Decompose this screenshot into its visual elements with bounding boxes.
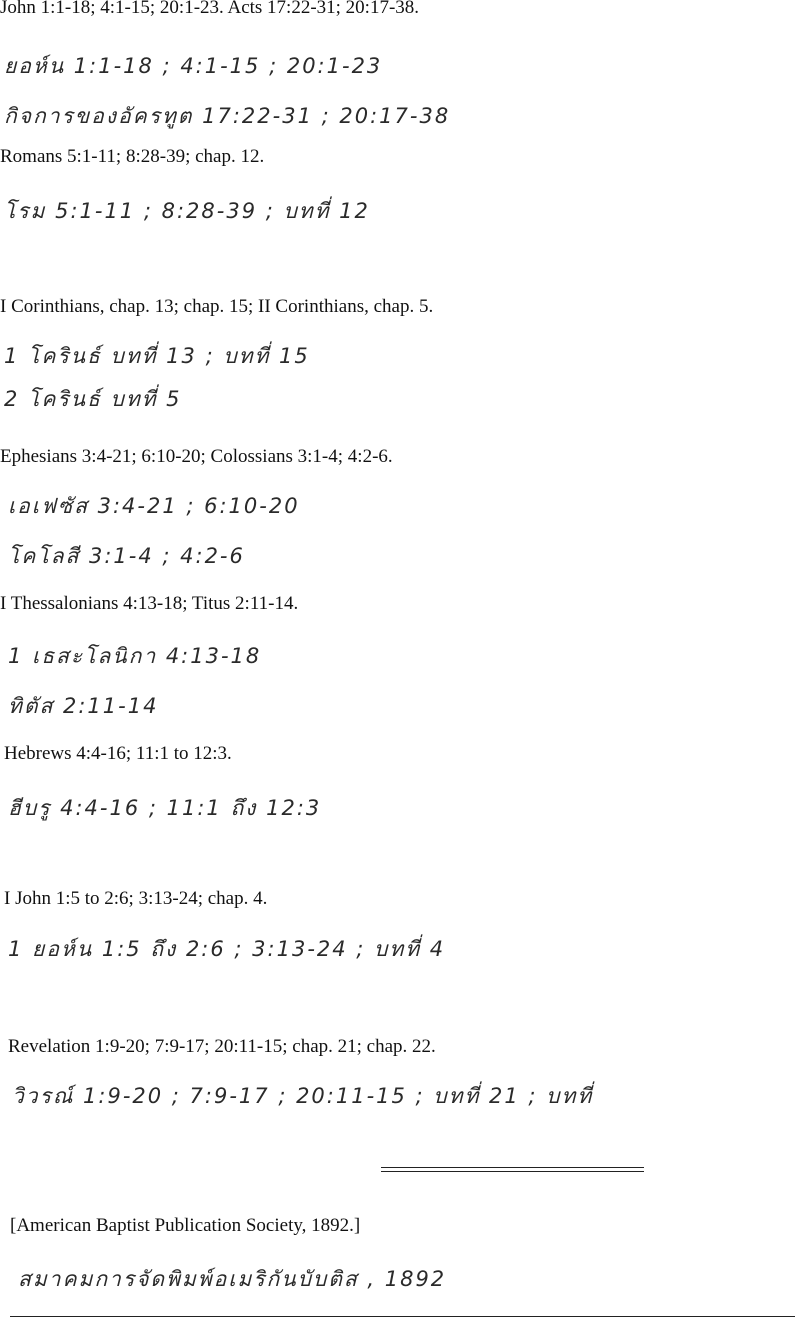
printed-reference-ephesians-colossians: Ephesians 3:4-21; 6:10-20; Colossians 3:1-4; 4:2-6. (0, 446, 393, 467)
printed-publisher-line: [American Baptist Publication Society, 1892.] (10, 1215, 361, 1236)
handwritten-thai-1-corinthians: 1 โครินธ์ บทที่ 13 ; บทที่ 15 (4, 344, 310, 368)
printed-reference-corinthians: I Corinthians, chap. 13; chap. 15; II Corinthians, chap. 5. (0, 296, 434, 317)
handwritten-thai-romans: โรม 5:1-11 ; 8:28-39 ; บทที่ 12 (4, 199, 370, 223)
handwritten-thai-publisher-line: สมาคมการจัดพิมพ์อเมริกันบับติส , 1892 (18, 1267, 447, 1291)
printed-reference-john-acts: John 1:1-18; 4:1-15; 20:1-23. Acts 17:22-31; 20:17-38. (0, 0, 420, 18)
bottom-rule (10, 1316, 795, 1317)
printed-reference-hebrews: Hebrews 4:4-16; 11:1 to 12:3. (4, 743, 232, 764)
handwritten-thai-thessalonians: 1 เธสะโลนิกา 4:13-18 (8, 644, 262, 668)
printed-reference-1-john: I John 1:5 to 2:6; 3:13-24; chap. 4. (4, 888, 268, 909)
double-rule-divider (381, 1167, 644, 1172)
handwritten-thai-colossians: โคโลสี 3:1-4 ; 4:2-6 (8, 544, 245, 568)
printed-reference-romans: Romans 5:1-11; 8:28-39; chap. 12. (0, 146, 265, 167)
handwritten-thai-revelation: วิวรณ์ 1:9-20 ; 7:9-17 ; 20:11-15 ; บทที่ 21 ; บทที่ (12, 1084, 594, 1108)
printed-reference-revelation: Revelation 1:9-20; 7:9-17; 20:11-15; chap. 21; chap. 22. (8, 1036, 436, 1057)
handwritten-thai-titus: ทิตัส 2:11-14 (8, 694, 159, 718)
handwritten-thai-hebrews: ฮีบรู 4:4-16 ; 11:1 ถึง 12:3 (8, 796, 322, 820)
printed-reference-thessalonians-titus: I Thessalonians 4:13-18; Titus 2:11-14. (0, 593, 299, 614)
handwritten-thai-1-john: 1 ยอห์น 1:5 ถึง 2:6 ; 3:13-24 ; บทที่ 4 (8, 937, 446, 961)
handwritten-thai-ephesians: เอเฟซัส 3:4-21 ; 6:10-20 (8, 494, 300, 518)
handwritten-thai-2-corinthians: 2 โครินธ์ บทที่ 5 (4, 387, 182, 411)
handwritten-thai-john: ยอห์น 1:1-18 ; 4:1-15 ; 20:1-23 (4, 54, 383, 78)
handwritten-thai-acts: กิจการของอัครทูต 17:22-31 ; 20:17-38 (4, 104, 451, 128)
